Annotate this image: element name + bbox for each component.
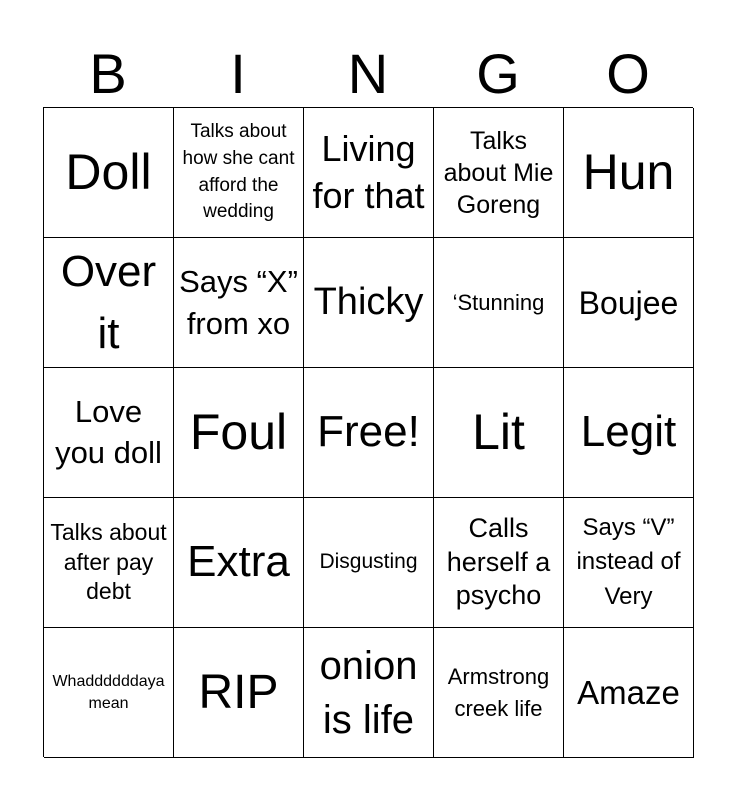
cell-text: Talks about Mie Goreng — [443, 126, 554, 219]
cell-text: Hun — [582, 143, 675, 200]
bingo-cell[interactable] — [434, 238, 564, 368]
bingo-cell[interactable] — [434, 368, 564, 498]
cell-text: ‘Stunning — [452, 289, 545, 315]
cell-text: Love you doll — [55, 394, 162, 470]
bingo-cell[interactable] — [304, 238, 434, 368]
bingo-cell[interactable] — [44, 628, 174, 758]
cell-text: Says “X” from xo — [179, 263, 298, 341]
header-letter-n: N — [347, 42, 389, 105]
cell-text: Talks about after pay debt — [50, 518, 167, 605]
bingo-cell[interactable] — [434, 108, 564, 238]
bingo-header — [43, 40, 693, 108]
cell-text: Talks about how she cant afford the wedding — [182, 121, 295, 223]
bingo-cell[interactable] — [44, 238, 174, 368]
cell-text: Boujee — [578, 284, 679, 321]
bingo-cell[interactable] — [304, 108, 434, 238]
cell-text: Extra — [187, 537, 290, 587]
bingo-cell[interactable] — [44, 368, 174, 498]
cell-text: Calls herself a psycho — [446, 512, 551, 611]
cell-text: Foul — [189, 403, 288, 460]
bingo-cell[interactable] — [174, 238, 304, 368]
cell-text: Whaddddddaya mean — [52, 672, 165, 712]
bingo-cell[interactable] — [174, 108, 304, 238]
bingo-cell[interactable] — [304, 498, 434, 628]
cell-text: Says “V” instead of Very — [576, 514, 681, 610]
cell-text: Armstrong creek life — [447, 663, 550, 721]
bingo-cell[interactable] — [564, 628, 694, 758]
bingo-cell[interactable] — [44, 108, 174, 238]
header-letter-i: I — [230, 42, 246, 105]
bingo-cell[interactable] — [304, 628, 434, 758]
header-letter-o: O — [606, 42, 650, 105]
bingo-cell[interactable] — [564, 108, 694, 238]
cell-text: Amaze — [577, 673, 680, 711]
bingo-cell[interactable] — [174, 628, 304, 758]
cell-text: Thicky — [313, 280, 424, 323]
bingo-board — [43, 107, 693, 757]
bingo-cell[interactable] — [44, 498, 174, 628]
cell-text: Legit — [580, 407, 677, 457]
bingo-cell[interactable] — [174, 498, 304, 628]
header-letter-g: G — [476, 42, 520, 105]
cell-text: Disgusting — [319, 550, 418, 574]
cell-text: Lit — [472, 403, 525, 460]
bingo-cell[interactable] — [564, 368, 694, 498]
bingo-cell[interactable] — [434, 628, 564, 758]
cell-text: Free! — [317, 407, 420, 457]
cell-text: Living for that — [312, 127, 425, 216]
bingo-cell[interactable] — [564, 238, 694, 368]
bingo-cell[interactable] — [434, 498, 564, 628]
bingo-cell[interactable] — [304, 368, 434, 498]
bingo-cell[interactable] — [174, 368, 304, 498]
cell-text: Over it — [60, 246, 157, 358]
cell-text: onion is life — [319, 643, 418, 742]
header-letter-b: B — [89, 42, 127, 105]
cell-text: Doll — [65, 143, 152, 200]
cell-text: RIP — [198, 665, 279, 719]
bingo-cell[interactable] — [564, 498, 694, 628]
